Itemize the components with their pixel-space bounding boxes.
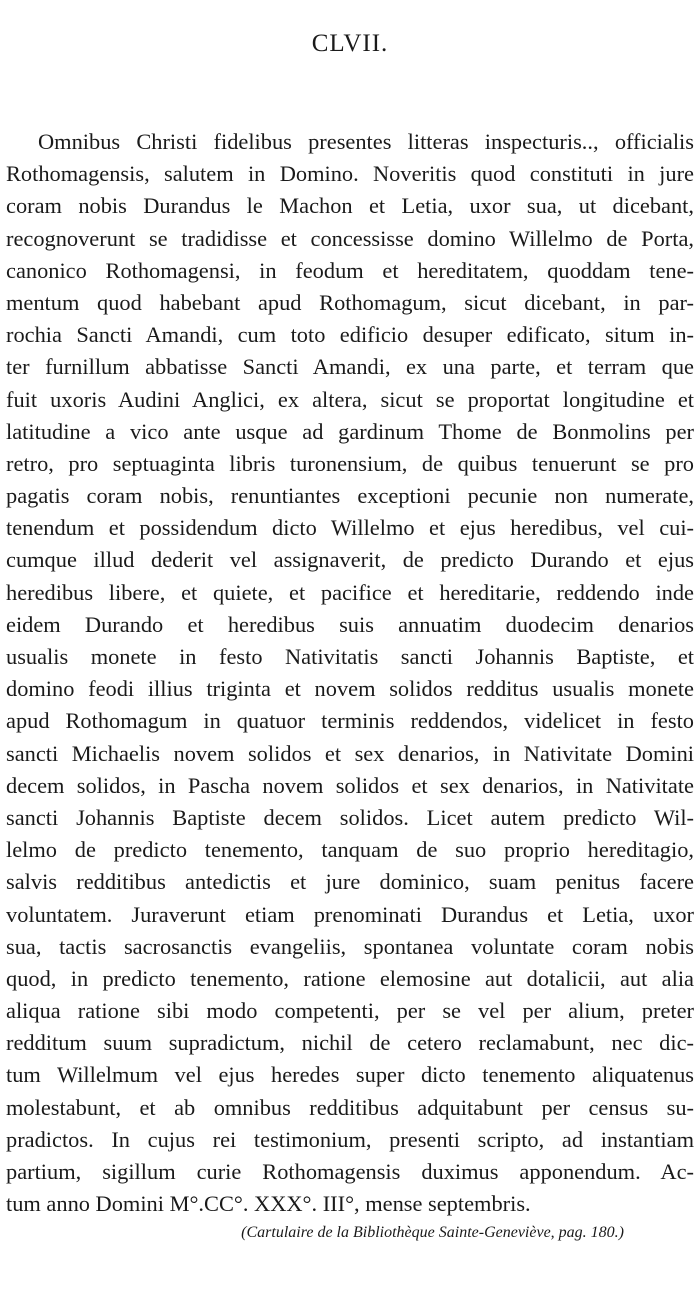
text-line: partium, sigillum curie Rothomagensis duximus apponendum. Ac- (6, 1159, 694, 1184)
text-line: Rothomagensis, salutem in Domino. Noveritis quod constituti in jure (6, 161, 694, 187)
text-line: redditum suum supradictum, nichil de cetero reclamabunt, nec dic- (6, 1030, 694, 1056)
text-line: recognoverunt se tradidisse et concessisse domino Willelmo de Porta, (6, 225, 694, 251)
text-line: mentum quod habebant apud Rothomagum, sicut dicebant, in par- (6, 289, 694, 315)
text-line: lelmo de predicto tenemento, tanquam de suo proprio hereditagio, (6, 837, 694, 863)
text-line: molestabunt, et ab omnibus redditibus adquitabunt per census su- (6, 1094, 694, 1120)
text-line: quod, in predicto tenemento, ratione elemosine aut dotalicii, aut alia (6, 965, 694, 991)
text-line: tum Willelmum vel ejus heredes super dicto tenemento aliquatenus (6, 1062, 694, 1088)
text-line: domino feodi illius triginta et novem solidos redditus usualis monete (6, 676, 694, 702)
text-line: pradictos. In cujus rei testimonium, presenti scripto, ad instantiam (6, 1126, 694, 1152)
charter-body (6, 126, 694, 1220)
text-line: decem solidos, in Pascha novem solidos et sex denarios, in Nativitate (6, 772, 694, 798)
text-line: canonico Rothomagensi, in feodum et hereditatem, quoddam tene- (6, 257, 694, 283)
text-line: Omnibus Christi fidelibus presentes litteras inspecturis.., officialis (38, 129, 694, 154)
source-citation: (Cartulaire de la Bibliothèque Sainte-Geneviève, pag. 180.) (241, 1224, 624, 1241)
text-line: coram nobis Durandus le Machon et Letia, uxor sua, ut dicebant, (6, 193, 694, 219)
text-line: sancti Johannis Baptiste decem solidos. Licet autem predicto Wil- (6, 804, 694, 830)
text-line: voluntatem. Juraverunt etiam prenominati Durandus et Letia, uxor (6, 901, 694, 927)
text-line: usualis monete in festo Nativitatis sancti Johannis Baptiste, et (6, 644, 694, 669)
text-line: tum anno Domini M°.CC°. XXX°. III°, mense septembris. (6, 1191, 531, 1217)
text-line: cumque illud dederit vel assignaverit, de predicto Durando et ejus (6, 547, 694, 573)
text-line: latitudine a vico ante usque ad gardinum Thome de Bonmolins per (6, 418, 694, 444)
text-line: aliqua ratione sibi modo competenti, per se vel per alium, preter (6, 998, 694, 1024)
text-line: pagatis coram nobis, renuntiantes exceptioni pecunie non numerate, (6, 483, 694, 509)
text-line: eidem Durando et heredibus suis annuatim duodecim denarios (6, 611, 694, 637)
text-line: salvis redditibus antedictis et jure dominico, suam penitus facere (6, 869, 694, 895)
text-line: apud Rothomagum in quatuor terminis reddendos, videlicet in festo (6, 708, 694, 734)
text-line: sancti Michaelis novem solidos et sex denarios, in Nativitate Domini (6, 740, 694, 766)
text-line: heredibus libere, et quiete, et pacifice et hereditarie, reddendo inde (6, 579, 694, 605)
text-line: rochia Sancti Amandi, cum toto edificio desuper edificato, situm in- (6, 322, 694, 348)
text-line: tenendum et possidendum dicto Willelmo et ejus heredibus, vel cui- (6, 515, 694, 541)
text-line: retro, pro septuaginta libris turonensium, de quibus tenuerunt se pro (6, 450, 694, 476)
text-line: ter furnillum abbatisse Sancti Amandi, ex una parte, et terram que (6, 354, 694, 380)
charter-number: CLVII. (311, 30, 389, 57)
text-line: fuit uxoris Audini Anglici, ex altera, sicut se proportat longitudine et (6, 386, 694, 412)
text-line: sua, tactis sacrosanctis evangeliis, spontanea voluntate coram nobis (6, 933, 694, 959)
